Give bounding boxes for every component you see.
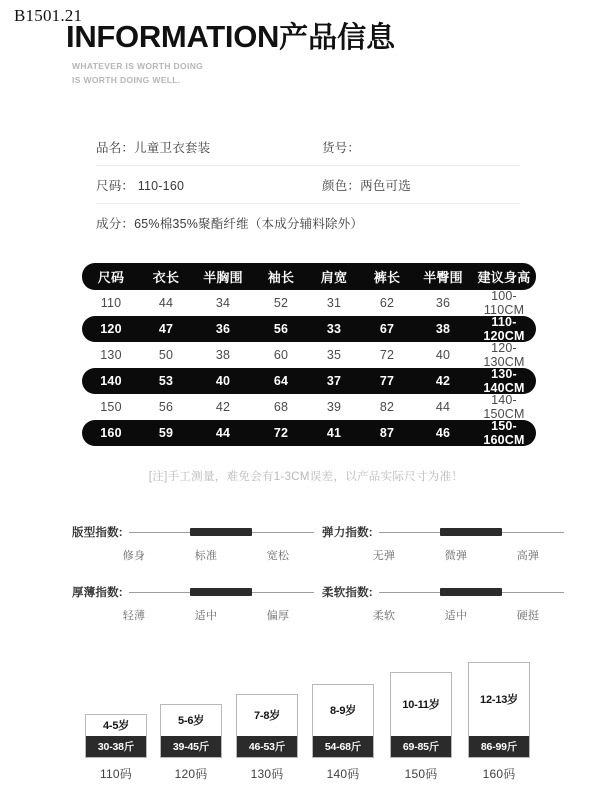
- size-card: [236, 694, 298, 782]
- size-card-age: 10-11岁: [402, 698, 440, 711]
- size-table: [82, 263, 536, 446]
- size-card-box: [312, 684, 374, 758]
- page-title-en: INFORMATION: [66, 19, 280, 54]
- index-slider-head: [72, 584, 314, 600]
- index-slider-thumb[interactable]: [190, 528, 252, 536]
- size-table-cell: 47: [158, 322, 174, 336]
- size-table-cell: 44: [435, 400, 451, 414]
- size-range: 尺码： 110-160: [96, 178, 185, 193]
- size-table-row: [82, 394, 536, 420]
- size-table-cell: 37: [326, 374, 342, 388]
- index-slider-ticks: [322, 607, 564, 623]
- size-table-cell: 33: [326, 322, 342, 336]
- index-slider: [322, 524, 564, 563]
- size-table-cell: 34: [215, 296, 231, 310]
- size-table-cell: 42: [435, 374, 451, 388]
- info-row-name: [96, 128, 520, 166]
- index-slider-ticks: [72, 547, 314, 563]
- page-header: [66, 20, 546, 87]
- size-table-header-cell: 肩宽: [320, 270, 348, 285]
- size-table-cell: 31: [326, 296, 342, 310]
- size-card-box: [468, 662, 530, 758]
- size-table-cell: 100-110CM: [483, 289, 525, 317]
- index-slider-tick-label: 硬挺: [516, 610, 540, 622]
- info-row-composition: [96, 204, 520, 241]
- index-slider-head: [322, 524, 564, 540]
- size-table-cell: 82: [379, 400, 395, 414]
- size-table-cell: 130: [100, 348, 122, 362]
- size-table-cell: 36: [215, 322, 231, 336]
- size-table-row: [82, 342, 536, 368]
- index-slider-thumb[interactable]: [440, 588, 502, 596]
- size-table-row: [82, 368, 536, 394]
- size-card-box: [236, 694, 298, 758]
- size-table-cell: 110: [100, 296, 122, 310]
- measurement-note: [注]手工测量，难免会有1-3CM误差，以产品实际尺寸为准！: [148, 471, 464, 483]
- size-card-age: 12-13岁: [480, 693, 518, 706]
- size-cards: [0, 662, 612, 782]
- size-table-cell: 44: [215, 426, 231, 440]
- size-table-cell: 110-120CM: [483, 315, 525, 343]
- product-name: 品名：儿童卫衣套装: [96, 140, 211, 155]
- size-table-cell: 44: [158, 296, 174, 310]
- product-code: B1501.21: [14, 6, 83, 25]
- size-table-header-cell: 尺码: [97, 270, 125, 285]
- size-table-row: [82, 316, 536, 342]
- size-table-cell: 35: [326, 348, 342, 362]
- color-options: 颜色：两色可选: [322, 178, 411, 193]
- size-card-age: 4-5岁: [102, 719, 130, 732]
- size-card-weight: 46-53斤: [237, 736, 297, 757]
- size-card: [312, 684, 374, 782]
- size-table-cell: 56: [273, 322, 289, 336]
- size-table-cell: 140: [100, 374, 122, 388]
- size-card-weight: 39-45斤: [161, 736, 221, 757]
- size-table-header-row: [82, 263, 536, 290]
- page-title: [66, 20, 546, 53]
- index-slider-label: 厚薄指数:: [72, 587, 123, 599]
- size-card-code: 130码: [250, 767, 284, 781]
- size-table-cell: 52: [273, 296, 289, 310]
- index-slider-tick-label: 轻薄: [122, 610, 146, 622]
- size-table-cell: 72: [273, 426, 289, 440]
- info-row-size: [96, 166, 520, 204]
- index-slider-tick-label: 高弹: [516, 550, 540, 562]
- size-table-cell: 53: [158, 374, 174, 388]
- size-table-header-cell: 半臀围: [423, 270, 463, 285]
- size-card: [85, 714, 147, 782]
- index-slider-tick-label: 无弹: [372, 550, 396, 562]
- size-table-cell: 140-150CM: [483, 393, 525, 421]
- index-slider-head: [322, 584, 564, 600]
- index-slider-tick-label: 修身: [122, 550, 146, 562]
- size-table-cell: 41: [326, 426, 342, 440]
- size-card-weight: 30-38斤: [86, 736, 146, 757]
- size-card: [468, 662, 530, 782]
- index-slider-track[interactable]: [379, 527, 564, 537]
- size-card-box: [390, 672, 452, 758]
- size-card: [390, 672, 452, 782]
- item-number: 货号：: [322, 140, 361, 155]
- index-slider-tick-label: 宽松: [266, 550, 290, 562]
- size-card-weight: 54-68斤: [313, 736, 373, 757]
- index-slider-tick-label: 偏厚: [266, 610, 290, 622]
- size-table-cell: 150: [100, 400, 122, 414]
- size-table-cell: 38: [215, 348, 231, 362]
- size-table-header-cell: 裤长: [373, 270, 401, 285]
- size-card-age: 5-6岁: [177, 714, 205, 727]
- index-slider: [322, 584, 564, 623]
- size-table-header-cell: 建议身高: [477, 270, 531, 285]
- size-card-code: 160码: [482, 767, 516, 781]
- composition: 成分：65%棉35%聚酯纤维（本成分辅料除外）: [96, 216, 364, 231]
- size-table-cell: 130-140CM: [483, 367, 525, 395]
- page-title-cn: 产品信息: [279, 20, 396, 54]
- index-slider-head: [72, 524, 314, 540]
- size-table-cell: 150-160CM: [483, 419, 525, 447]
- size-table-cell: 46: [435, 426, 451, 440]
- index-slider-tick-label: 适中: [444, 610, 468, 622]
- size-table-header-cell: 衣长: [152, 270, 180, 285]
- index-slider-label: 版型指数:: [72, 527, 123, 539]
- size-table-cell: 39: [326, 400, 342, 414]
- size-card-box: [160, 704, 222, 758]
- size-table-row: [82, 290, 536, 316]
- index-slider-track[interactable]: [379, 587, 564, 597]
- index-sliders: [0, 524, 612, 644]
- page-subtitle-line1: WHATEVER IS WORTH DOING: [72, 61, 204, 72]
- size-table-cell: 36: [435, 296, 451, 310]
- index-slider-thumb[interactable]: [440, 528, 502, 536]
- size-table-row: [82, 420, 536, 446]
- size-table-cell: 40: [435, 348, 451, 362]
- size-table-cell: 77: [379, 374, 395, 388]
- size-card-box: [85, 714, 147, 758]
- size-table-cell: 160: [100, 426, 122, 440]
- size-table-cell: 64: [273, 374, 289, 388]
- size-table-header-cell: 袖长: [267, 270, 295, 285]
- index-slider-track[interactable]: [129, 527, 314, 537]
- index-slider-ticks: [72, 607, 314, 623]
- index-slider-label: 柔软指数:: [322, 587, 373, 599]
- size-card: [160, 704, 222, 782]
- size-card-code: 110码: [100, 767, 132, 781]
- size-table-cell: 38: [435, 322, 451, 336]
- index-slider: [72, 584, 314, 623]
- size-table-cell: 40: [215, 374, 231, 388]
- index-slider-track[interactable]: [129, 587, 314, 597]
- size-table-cell: 50: [158, 348, 174, 362]
- size-table-cell: 68: [273, 400, 289, 414]
- index-slider-tick-label: 标准: [194, 550, 218, 562]
- size-table-cell: 120: [100, 322, 122, 336]
- index-slider-thumb[interactable]: [190, 588, 252, 596]
- size-card-code: 150码: [404, 767, 438, 781]
- size-card-weight: 86-99斤: [469, 736, 529, 757]
- page-subtitle-line2: IS WORTH DOING WELL.: [72, 74, 181, 85]
- size-card-age: 8-9岁: [329, 704, 357, 717]
- product-info-block: [96, 128, 520, 241]
- size-table-cell: 42: [215, 400, 231, 414]
- size-table-cell: 72: [379, 348, 395, 362]
- index-slider-label: 弹力指数:: [322, 527, 373, 539]
- index-slider-tick-label: 微弹: [444, 550, 468, 562]
- size-card-weight: 69-85斤: [391, 736, 451, 757]
- size-table-cell: 60: [273, 348, 289, 362]
- index-slider-tick-label: 适中: [194, 610, 218, 622]
- size-card-age: 7-8岁: [253, 709, 281, 722]
- size-table-cell: 56: [158, 400, 174, 414]
- size-card-code: 120码: [174, 767, 208, 781]
- page-subtitle: [72, 60, 546, 86]
- size-table-cell: 120-130CM: [483, 341, 525, 369]
- size-card-code: 140码: [326, 767, 360, 781]
- index-slider-tick-label: 柔软: [372, 610, 396, 622]
- size-table-cell: 59: [158, 426, 174, 440]
- size-table-cell: 87: [379, 426, 395, 440]
- size-table-header-cell: 半胸围: [203, 270, 243, 285]
- index-slider: [72, 524, 314, 563]
- size-table-cell: 67: [379, 322, 395, 336]
- index-slider-ticks: [322, 547, 564, 563]
- size-table-cell: 62: [379, 296, 395, 310]
